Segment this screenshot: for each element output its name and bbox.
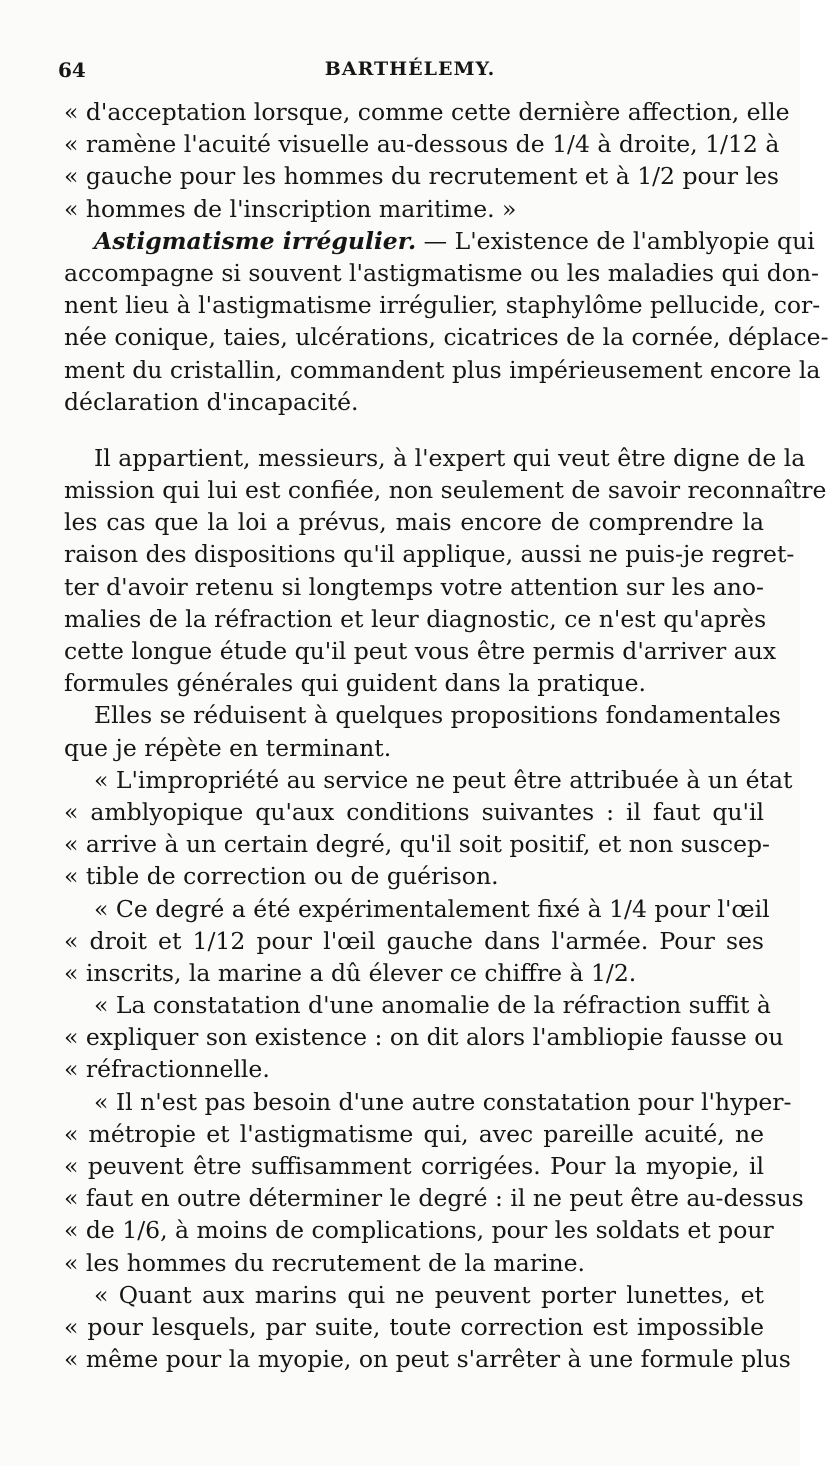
line-text: Elles se réduisent à quelques propositions fondamentales	[94, 701, 781, 730]
line-text: « les hommes du recrutement de la marine.	[64, 1248, 585, 1277]
line-text: « L'impropriété au service ne peut être attribuée à un état	[94, 765, 793, 794]
text-line	[64, 603, 767, 635]
text-line	[64, 128, 780, 160]
text-line	[64, 1214, 774, 1246]
text-line	[64, 828, 770, 860]
line-text: née conique, taies, ulcérations, cicatrices de la cornée, déplace-	[64, 323, 829, 352]
line-text: déclaration d'incapacité.	[64, 387, 359, 416]
line-text: « métropie et l'astigmatisme qui, avec pareille acuité, ne	[64, 1119, 764, 1148]
text-line	[64, 1118, 764, 1150]
text-line	[64, 764, 793, 796]
line-text: Il appartient, messieurs, à l'expert qui veut être digne de la	[94, 443, 806, 472]
text-line	[64, 96, 790, 128]
line-text: raison des dispositions qu'il applique, aussi ne puis-je regret-	[64, 540, 795, 569]
text-line	[64, 732, 764, 764]
line-text: « amblyopique qu'aux conditions suivantes : il faut qu'il	[64, 797, 764, 826]
line-text: que je répète en terminant.	[64, 733, 392, 762]
line-text: « expliquer son existence : on dit alors l'ambliopie fausse ou	[64, 1023, 784, 1052]
line-text: malies de la réfraction et leur diagnostic, ce n'est qu'après	[64, 604, 767, 633]
page-header	[58, 58, 762, 88]
line-text: formules générales qui guident dans la pratique.	[64, 669, 647, 698]
text-line	[64, 893, 770, 925]
text-line	[64, 1182, 804, 1214]
text-line	[64, 1053, 764, 1085]
line-text: « même pour la myopie, on peut s'arrêter à une formule plus	[64, 1345, 791, 1374]
text-line	[64, 474, 827, 506]
line-text: les cas que la loi a prévus, mais encore de comprendre la	[64, 508, 764, 537]
text-line	[64, 506, 764, 538]
text-line	[64, 354, 821, 386]
line-text: « inscrits, la marine a dû élever ce chiffre à 1/2.	[64, 958, 637, 987]
text-line	[64, 1343, 791, 1375]
line-text: mission qui lui est confiée, non seulement de savoir reconnaître	[64, 476, 827, 505]
line-text: « d'acceptation lorsque, comme cette dernière affection, elle	[64, 98, 790, 126]
text-line	[64, 1021, 784, 1053]
text-line	[64, 925, 764, 957]
text-line	[64, 1247, 764, 1279]
line-text: « Il n'est pas besoin d'une autre constatation pour l'hyper-	[94, 1087, 792, 1116]
text-line	[64, 667, 764, 699]
line-text: ter d'avoir retenu si longtemps votre attention sur les ano-	[64, 572, 764, 601]
text-line	[64, 989, 771, 1021]
line-text: — L'existence de l'amblyopie qui	[416, 226, 815, 255]
text-line	[64, 386, 764, 418]
text-line	[64, 635, 777, 667]
text-line	[64, 538, 795, 570]
section-heading: Astigmatisme irrégulier.	[94, 226, 417, 255]
text-line	[64, 1086, 792, 1118]
line-text: cette longue étude qu'il peut vous être permis d'arriver aux	[64, 637, 777, 665]
running-head: BARTHÉLEMY.	[324, 58, 496, 80]
text-line	[64, 1279, 764, 1311]
line-text: ment du cristallin, commandent plus impérieusement encore la	[64, 355, 821, 384]
text-line	[64, 442, 806, 474]
line-text: « La constatation d'une anomalie de la réfraction suffit à	[94, 991, 771, 1020]
text-line	[64, 1150, 764, 1182]
text-line	[64, 257, 819, 289]
text-line	[64, 860, 764, 892]
line-text: « Quant aux marins qui ne peuvent porter lunettes, et	[94, 1280, 764, 1309]
page-number: 64	[58, 58, 86, 82]
line-text: « arrive à un certain degré, qu'il soit positif, et non suscep-	[64, 830, 770, 859]
text-line	[64, 1311, 764, 1343]
body-text	[64, 96, 829, 1375]
text-line	[64, 289, 821, 321]
text-line	[64, 193, 764, 225]
line-text: « Ce degré a été expérimentalement fixé à 1/4 pour l'œil	[94, 894, 770, 923]
text-line	[64, 957, 764, 989]
text-line	[64, 160, 779, 192]
line-text: « peuvent être suffisamment corrigées. Pour la myopie, il	[64, 1152, 764, 1180]
paragraph-gap	[64, 418, 764, 442]
line-text: accompagne si souvent l'astigmatisme ou les maladies qui don-	[64, 258, 819, 287]
text-line	[64, 225, 815, 257]
line-text: nent lieu à l'astigmatisme irrégulier, staphylôme pellucide, cor-	[64, 291, 821, 320]
line-text: « faut en outre déterminer le degré : il ne peut être au-dessus	[64, 1184, 804, 1213]
text-line	[64, 571, 764, 603]
line-text: « réfractionnelle.	[64, 1055, 270, 1084]
text-line	[64, 321, 829, 353]
line-text: « droit et 1/12 pour l'œil gauche dans l'armée. Pour ses	[64, 926, 764, 955]
text-line	[64, 699, 781, 731]
line-text: « tible de correction ou de guérison.	[64, 862, 499, 891]
line-text: « pour lesquels, par suite, toute correction est impossible	[64, 1312, 764, 1341]
line-text: « hommes de l'inscription maritime. »	[64, 194, 517, 223]
text-line	[64, 796, 764, 828]
line-text: « gauche pour les hommes du recrutement et à 1/2 pour les	[64, 162, 779, 191]
line-text: « de 1/6, à moins de complications, pour les soldats et pour	[64, 1216, 774, 1245]
line-text: « ramène l'acuité visuelle au-dessous de 1/4 à droite, 1/12 à	[64, 130, 780, 159]
